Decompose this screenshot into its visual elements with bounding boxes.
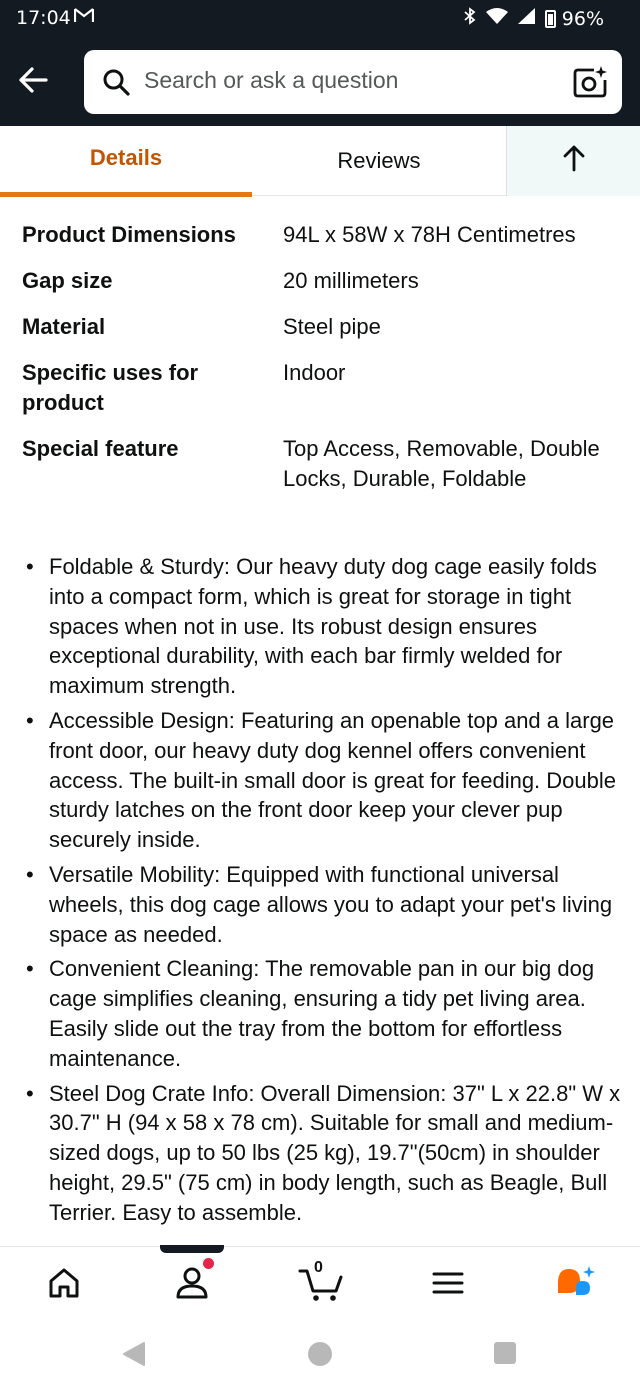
feature-bullet-list — [22, 552, 622, 1233]
arrow-up-icon — [562, 144, 586, 178]
account-icon[interactable] — [172, 1263, 212, 1303]
status-icons — [463, 7, 604, 30]
system-home-icon[interactable] — [306, 1340, 334, 1372]
feature-bullet: • Convenient Cleaning: The removable pan in our big dog cage simplifies cleaning, ensuring a tidy pet living area. Easily slide out the tray from the bottom for effortless maintenance. — [22, 954, 622, 1073]
system-navigation-bar — [0, 1318, 640, 1388]
spec-key: Gap size — [22, 268, 113, 293]
feature-bullet: • Accessible Design: Featuring an openable top and a large front door, our heavy duty dog kennel offers convenient access. The built-in small door is great for feeding. Double sturdy latches on the front door keep your clever pup securely inside. — [22, 706, 622, 855]
spec-row — [22, 220, 622, 250]
home-icon[interactable] — [44, 1263, 84, 1303]
spec-row — [22, 312, 622, 342]
spec-row — [22, 434, 622, 494]
gmail-icon — [74, 6, 94, 28]
status-time: 17:04 — [16, 7, 71, 29]
tab-details[interactable]: Details — [0, 126, 252, 196]
spec-value: Indoor — [283, 360, 346, 385]
spec-key: Specific uses for product — [22, 360, 199, 415]
product-details-content[interactable] — [0, 196, 640, 1246]
search-icon — [102, 68, 130, 96]
notification-dot — [203, 1258, 214, 1269]
spec-table — [22, 220, 622, 510]
feature-bullet: • Foldable & Sturdy: Our heavy duty dog cage easily folds into a compact form, which is great for storage in tight spaces when not in use. Its robust design ensures exceptional durability, with each bar firmly welded for maximum strength. — [22, 552, 622, 701]
spec-key: Product Dimensions — [22, 222, 236, 247]
app-header — [0, 38, 640, 126]
cart-count: 0 — [314, 1259, 323, 1276]
back-arrow-icon[interactable] — [16, 62, 52, 98]
camera-lens-icon[interactable] — [572, 64, 608, 100]
spec-key: Special feature — [22, 436, 179, 461]
search-placeholder: Search or ask a question — [144, 67, 399, 93]
spec-value: Steel pipe — [283, 314, 381, 339]
spec-value: Top Access, Removable, Double Locks, Durable, Foldable — [283, 436, 600, 491]
spec-key: Material — [22, 314, 106, 339]
spec-value: 94L x 58W x 78H Centimetres — [283, 222, 576, 247]
wifi-icon — [485, 7, 509, 30]
bluetooth-icon — [463, 7, 477, 30]
feature-bullet: • Versatile Mobility: Equipped with functional universal wheels, this dog cage allows you to adapt your pet's living space as needed. — [22, 860, 622, 949]
system-back-icon[interactable] — [120, 1340, 148, 1372]
tab-reviews[interactable]: Reviews — [337, 148, 421, 173]
system-recents-icon[interactable] — [492, 1340, 518, 1370]
active-indicator — [160, 1245, 224, 1253]
battery-percent: 96% — [561, 7, 604, 30]
search-input[interactable] — [84, 50, 622, 114]
status-bar — [0, 0, 640, 38]
bottom-navigation — [0, 1246, 640, 1318]
menu-icon[interactable] — [428, 1263, 468, 1303]
spec-value: 20 millimeters — [283, 268, 419, 293]
scroll-to-top-button[interactable] — [506, 126, 640, 196]
spec-row — [22, 266, 622, 296]
feature-bullet: • Steel Dog Crate Info: Overall Dimension: 37" L x 22.8" W x 30.7" H (94 x 58 x 78 cm). Suitable for small and medium-sized dogs, up to 50 lbs (25 kg), 19.7"(50cm) in shoulder height, 29.5" (75 cm) in body length, such as Beagle, Bull Terrier. Easy to assemble. — [22, 1079, 622, 1228]
signal-icon — [517, 7, 537, 30]
tab-bar — [0, 126, 640, 196]
spec-row — [22, 358, 622, 418]
battery-icon — [545, 10, 556, 28]
rufus-assistant-icon[interactable] — [554, 1263, 594, 1303]
